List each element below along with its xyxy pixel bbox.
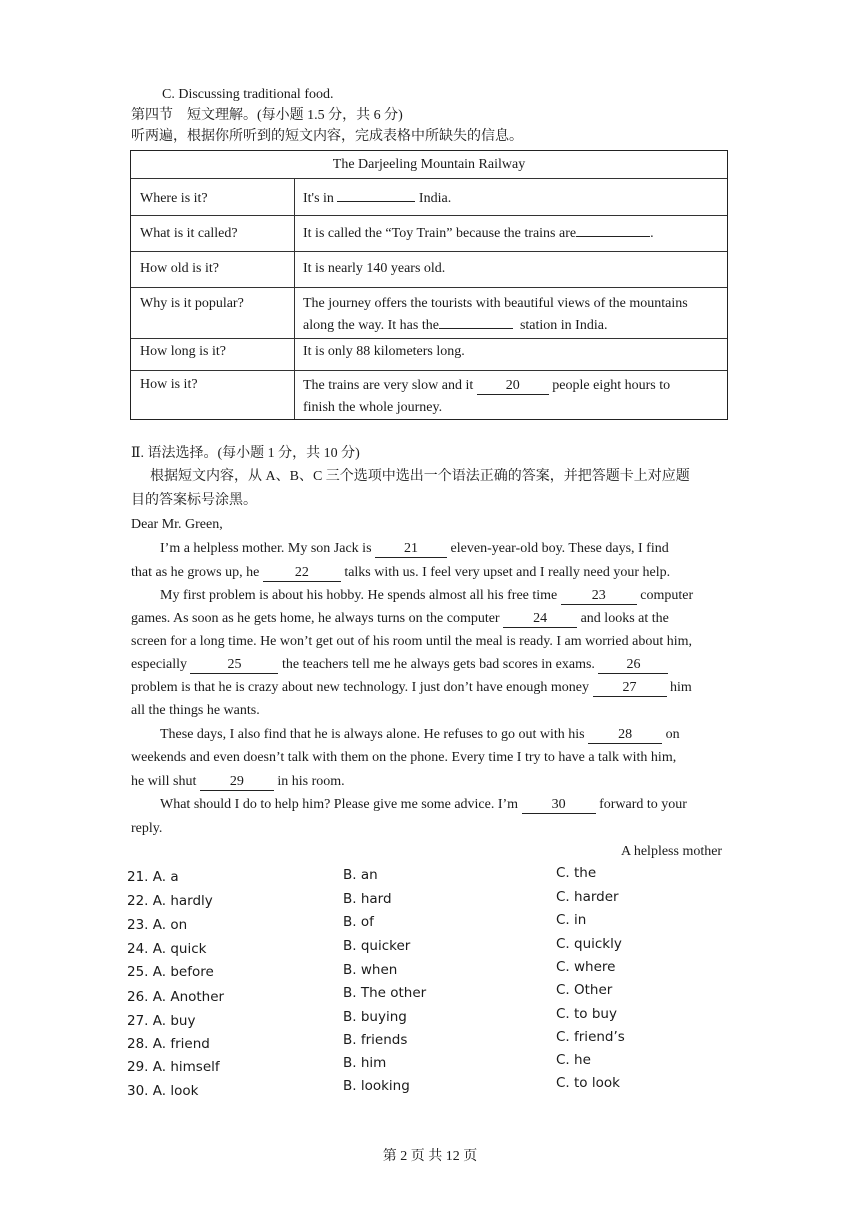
option-b[interactable]: B. him [343, 1055, 387, 1071]
section4-instruction: 听两遍，根据你所听到的短文内容，完成表格中所缺失的信息。 [131, 129, 523, 144]
blank-26[interactable]: 26 [598, 657, 668, 674]
option-b[interactable]: B. buying [343, 1009, 407, 1025]
blank-29[interactable]: 29 [200, 774, 274, 791]
blank-25[interactable]: 25 [190, 657, 278, 674]
option-b[interactable]: B. friends [343, 1032, 408, 1048]
table-question: Why is it popular? [140, 296, 244, 311]
option-b[interactable]: B. an [343, 867, 378, 883]
answer-blank[interactable] [337, 201, 415, 202]
table-answer: It is nearly 140 years old. [303, 261, 446, 276]
table-answer: It's in India. [303, 191, 452, 206]
letter-line: all the things he wants. [131, 703, 260, 718]
option-a[interactable]: 29. A. himself [127, 1059, 220, 1075]
blank-27[interactable]: 27 [593, 680, 667, 697]
blank-22[interactable]: 22 [263, 565, 341, 582]
section2-heading: Ⅱ. 语法选择。(每小题 1 分，共 10 分) [131, 446, 360, 461]
option-a[interactable]: 21. A. a [127, 869, 179, 885]
option-a[interactable]: 23. A. on [127, 917, 188, 933]
option-b[interactable]: B. hard [343, 891, 392, 907]
letter-line: What should I do to help him? Please give me some advice. I’m 30 forward to your [160, 797, 687, 812]
option-a[interactable]: 24. A. quick [127, 941, 207, 957]
option-a[interactable]: 26. A. Another [127, 989, 225, 1005]
table-question: How is it? [140, 377, 198, 392]
letter-line: games. As soon as he gets home, he always turns on the computer 24 and looks at the [131, 611, 669, 626]
option-c[interactable]: C. the [556, 865, 597, 881]
letter-line: These days, I also find that he is always alone. He refuses to go out with his 28 on [160, 727, 680, 742]
option-c[interactable]: C. where [556, 959, 616, 975]
top-option: C. Discussing traditional food. [162, 87, 334, 102]
blank-24[interactable]: 24 [503, 611, 577, 628]
option-c[interactable]: C. harder [556, 889, 619, 905]
table-title: The Darjeeling Mountain Railway [332, 157, 526, 172]
letter-line: weekends and even doesn’t talk with them on the phone. Every time I try to have a talk with him, [131, 750, 677, 765]
option-a[interactable]: 22. A. hardly [127, 893, 213, 909]
option-c[interactable]: C. in [556, 912, 587, 928]
letter-signature: A helpless mother [621, 844, 723, 859]
table-answer: The trains are very slow and it 20 people eight hours to [303, 378, 671, 393]
option-b[interactable]: B. quicker [343, 938, 411, 954]
letter-line: he will shut 29 in his room. [131, 774, 345, 789]
answer-blank[interactable] [439, 328, 513, 329]
table-question: How old is it? [140, 261, 219, 276]
table-answer: It is called the “Toy Train” because the trains are . [303, 226, 654, 241]
letter-line: My first problem is about his hobby. He spends almost all his free time 23 computer [160, 588, 694, 603]
option-b[interactable]: B. when [343, 962, 398, 978]
table-question: Where is it? [140, 191, 208, 206]
section2-instruction: 根据短文内容，从 A、B、C 三个选项中选出一个语法正确的答案，并把答题卡上对应题 [150, 469, 690, 484]
letter-line: especially 25 the teachers tell me he always gets bad scores in exams. 26 [131, 656, 668, 674]
option-c[interactable]: C. to buy [556, 1006, 617, 1022]
option-a[interactable]: 27. A. buy [127, 1013, 196, 1029]
letter-line: reply. [131, 821, 163, 836]
section4-heading: 第四节 短文理解。(每小题 1.5 分，共 6 分) [131, 108, 403, 123]
info-table [130, 150, 728, 420]
blank-28[interactable]: 28 [588, 727, 662, 744]
option-b[interactable]: B. looking [343, 1078, 410, 1094]
answer-blank[interactable] [576, 236, 650, 237]
table-answer: The journey offers the tourists with beautiful views of the mountains [303, 296, 688, 311]
letter-line: problem is that he is crazy about new technology. I just don’t have enough money 27 him [131, 680, 692, 695]
option-c[interactable]: C. he [556, 1052, 591, 1068]
option-b[interactable]: B. The other [343, 985, 427, 1001]
letter-greeting: Dear Mr. Green, [131, 517, 223, 532]
letter-line: screen for a long time. He won’t get out of his room until the meal is ready. I am worried about him, [131, 634, 693, 649]
section2-instruction: 目的答案标号涂黑。 [131, 493, 257, 508]
table-answer: It is only 88 kilometers long. [303, 344, 465, 359]
table-answer: finish the whole journey. [303, 400, 443, 415]
blank-21[interactable]: 21 [375, 541, 447, 558]
table-question: How long is it? [140, 344, 226, 359]
option-a[interactable]: 30. A. look [127, 1083, 199, 1099]
option-c[interactable]: C. to look [556, 1075, 620, 1091]
blank-23[interactable]: 23 [561, 588, 637, 605]
option-b[interactable]: B. of [343, 914, 374, 930]
page-number: 第 2 页 共 12 页 [382, 1149, 478, 1164]
option-a[interactable]: 25. A. before [127, 964, 214, 980]
letter-line: that as he grows up, he 22 talks with us. I feel very upset and I really need your help. [131, 565, 671, 580]
table-answer: along the way. It has the station in India. [303, 318, 608, 333]
letter-line: I’m a helpless mother. My son Jack is 21 eleven-year-old boy. These days, I find [160, 541, 669, 556]
option-a[interactable]: 28. A. friend [127, 1036, 210, 1052]
answer-blank[interactable]: 20 [477, 378, 549, 395]
table-question: What is it called? [140, 226, 238, 241]
option-c[interactable]: C. Other [556, 982, 613, 998]
option-c[interactable]: C. friend’s [556, 1029, 625, 1045]
blank-30[interactable]: 30 [522, 797, 596, 814]
option-c[interactable]: C. quickly [556, 936, 622, 952]
